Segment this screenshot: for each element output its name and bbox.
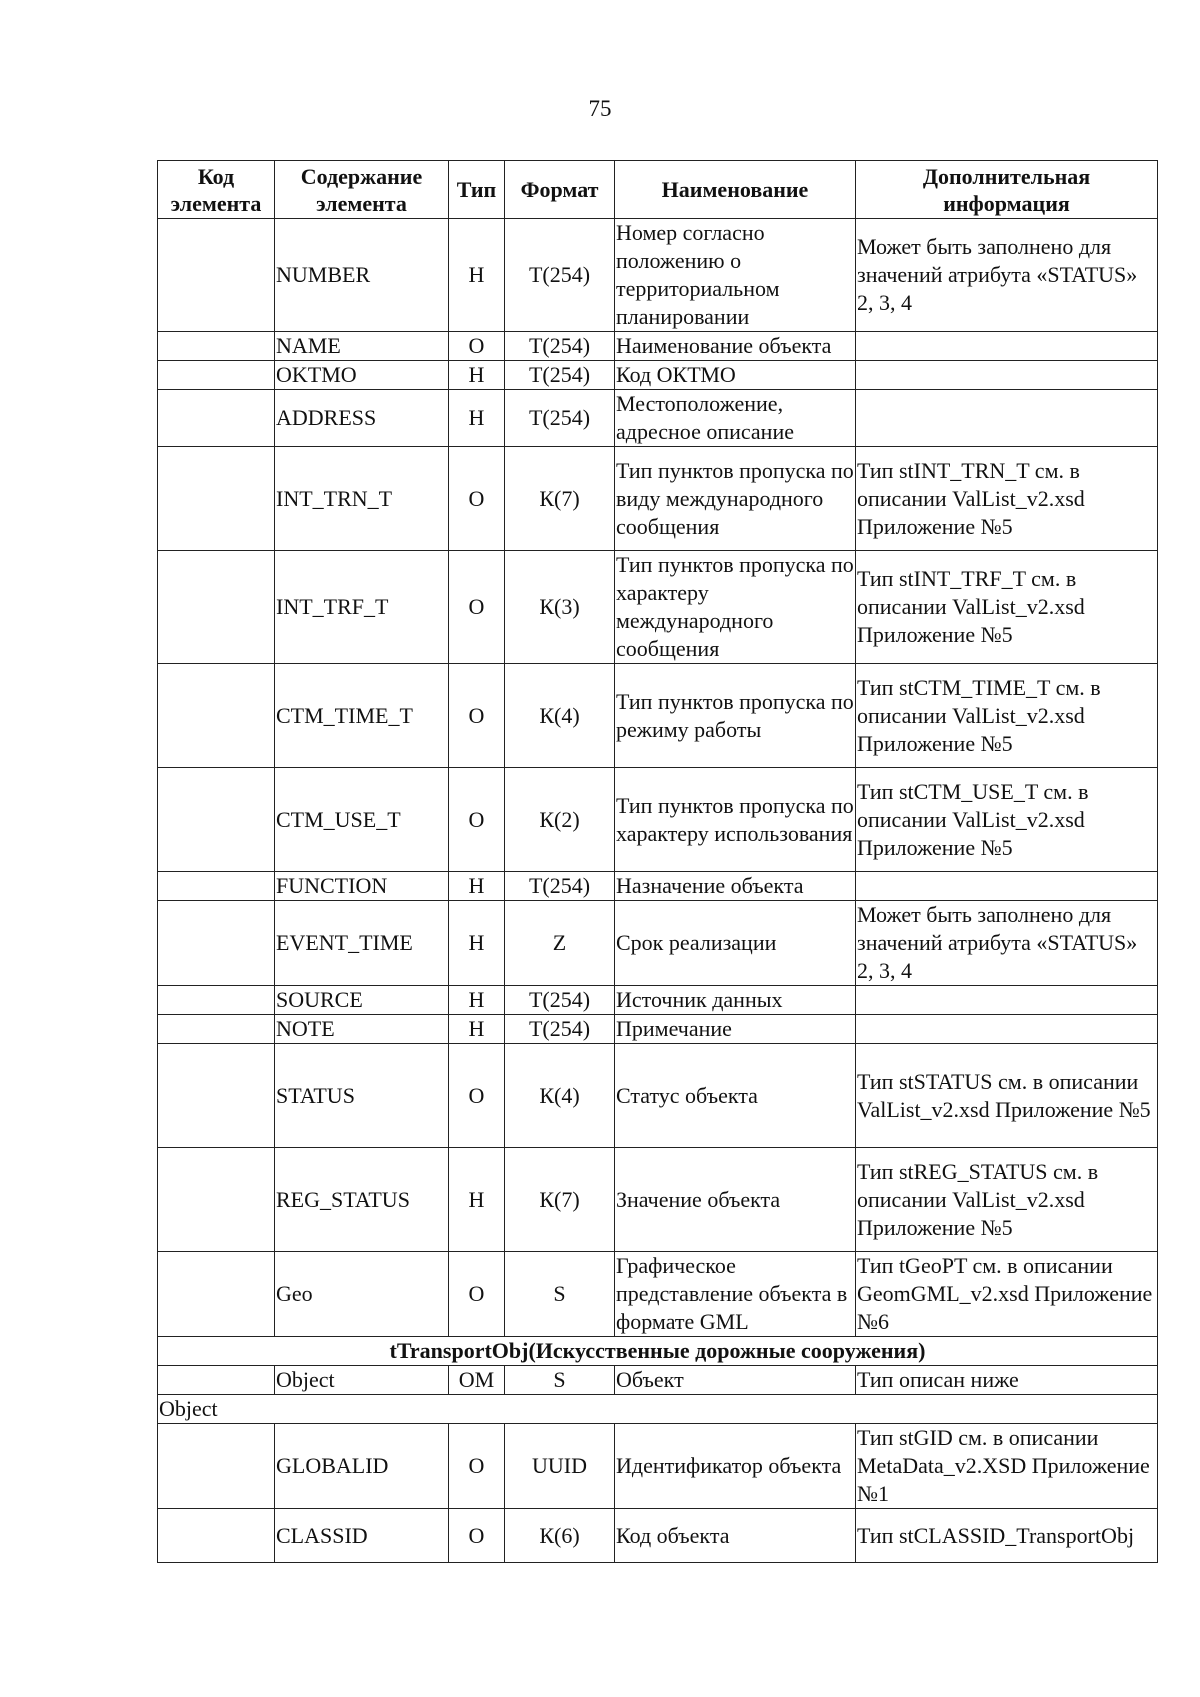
cell-format: Т(254)	[505, 986, 615, 1015]
section-header-row	[158, 1337, 1158, 1366]
cell-info	[856, 390, 1158, 447]
cell-content: ADDRESS	[275, 390, 449, 447]
cell-format: UUID	[505, 1424, 615, 1509]
cell-type: О	[449, 1044, 505, 1148]
cell-format: Т(254)	[505, 1015, 615, 1044]
cell-code	[158, 872, 275, 901]
cell-code	[158, 1148, 275, 1252]
header-info: Дополнительная информация	[856, 161, 1158, 219]
cell-type: Н	[449, 986, 505, 1015]
cell-code	[158, 219, 275, 332]
cell-format: К(2)	[505, 768, 615, 872]
cell-info: Тип stGID см. в описании MetaData_v2.XSD Приложение №1	[856, 1424, 1158, 1509]
header-content: Содержание элемента	[275, 161, 449, 219]
cell-format: К(4)	[505, 664, 615, 768]
cell-name: Код объекта	[615, 1509, 856, 1563]
table-row	[158, 872, 1158, 901]
table-row	[158, 1252, 1158, 1337]
main-table-body	[158, 219, 1158, 1337]
cell-code	[158, 361, 275, 390]
cell-info: Тип tGeoPT см. в описании GeomGML_v2.xsd Приложение №6	[856, 1252, 1158, 1337]
cell-code	[158, 1424, 275, 1509]
cell-info: Тип stREG_STATUS см. в описании ValList_v2.xsd Приложение №5	[856, 1148, 1158, 1252]
table-row	[158, 986, 1158, 1015]
cell-type: Н	[449, 390, 505, 447]
cell-info: Тип stSTATUS см. в описании ValList_v2.xsd Приложение №5	[856, 1044, 1158, 1148]
cell-content: EVENT_TIME	[275, 901, 449, 986]
cell-code	[158, 1509, 275, 1563]
cell-content: INT_TRF_T	[275, 551, 449, 664]
cell-type: О	[449, 447, 505, 551]
cell-code	[158, 332, 275, 361]
cell-name: Наименование объекта	[615, 332, 856, 361]
table-row	[158, 219, 1158, 332]
cell-content: SOURCE	[275, 986, 449, 1015]
cell-info: Тип stINT_TRF_T см. в описании ValList_v2.xsd Приложение №5	[856, 551, 1158, 664]
cell-content: FUNCTION	[275, 872, 449, 901]
cell-content: Geo	[275, 1252, 449, 1337]
cell-type: О	[449, 768, 505, 872]
table-row	[158, 1366, 1158, 1395]
cell-name: Тип пунктов пропуска по характеру международного сообщения	[615, 551, 856, 664]
cell-format: Т(254)	[505, 872, 615, 901]
cell-info: Может быть заполнено для значений атрибута «STATUS» 2, 3, 4	[856, 219, 1158, 332]
cell-format: S	[505, 1252, 615, 1337]
cell-code	[158, 1252, 275, 1337]
cell-name: Назначение объекта	[615, 872, 856, 901]
cell-type: О	[449, 1252, 505, 1337]
table-row	[158, 1148, 1158, 1252]
cell-info: Тип stCTM_TIME_T см. в описании ValList_v2.xsd Приложение №5	[856, 664, 1158, 768]
cell-content: CLASSID	[275, 1509, 449, 1563]
cell-format: К(7)	[505, 1148, 615, 1252]
cell-format: К(4)	[505, 1044, 615, 1148]
cell-format: Т(254)	[505, 332, 615, 361]
table-row	[158, 390, 1158, 447]
table-row	[158, 361, 1158, 390]
cell-content: NUMBER	[275, 219, 449, 332]
cell-code	[158, 551, 275, 664]
cell-content: NAME	[275, 332, 449, 361]
header-format: Формат	[505, 161, 615, 219]
cell-name: Графическое представление объекта в формате GML	[615, 1252, 856, 1337]
sub-label-body	[158, 1395, 1158, 1424]
table-row	[158, 1015, 1158, 1044]
cell-code	[158, 447, 275, 551]
table-row	[158, 664, 1158, 768]
table-row	[158, 1044, 1158, 1148]
cell-type: О	[449, 332, 505, 361]
cell-code	[158, 768, 275, 872]
cell-code	[158, 1044, 275, 1148]
cell-type: ОМ	[449, 1366, 505, 1395]
cell-type: О	[449, 1424, 505, 1509]
table-header-row	[158, 161, 1158, 219]
table-row	[158, 332, 1158, 361]
table-row	[158, 768, 1158, 872]
cell-content: INT_TRN_T	[275, 447, 449, 551]
sub-label: Object	[158, 1395, 1158, 1424]
object-rows	[158, 1424, 1158, 1563]
cell-format: S	[505, 1366, 615, 1395]
cell-type: О	[449, 1509, 505, 1563]
cell-code	[158, 901, 275, 986]
sub-label-row	[158, 1395, 1158, 1424]
table-row	[158, 447, 1158, 551]
page-number: 75	[588, 96, 612, 121]
cell-code	[158, 1366, 275, 1395]
cell-content: NOTE	[275, 1015, 449, 1044]
cell-content: REG_STATUS	[275, 1148, 449, 1252]
header-type: Тип	[449, 161, 505, 219]
section-body	[158, 1337, 1158, 1366]
cell-content: OKTMO	[275, 361, 449, 390]
cell-format: Т(254)	[505, 390, 615, 447]
cell-content: Object	[275, 1366, 449, 1395]
table-row	[158, 1424, 1158, 1509]
cell-content: CTM_TIME_T	[275, 664, 449, 768]
cell-content: GLOBALID	[275, 1424, 449, 1509]
cell-type: Н	[449, 901, 505, 986]
cell-type: Н	[449, 1148, 505, 1252]
cell-name: Тип пунктов пропуска по виду международного сообщения	[615, 447, 856, 551]
cell-name: Значение объекта	[615, 1148, 856, 1252]
cell-info	[856, 986, 1158, 1015]
cell-name: Идентификатор объекта	[615, 1424, 856, 1509]
section-rows	[158, 1366, 1158, 1395]
cell-type: Н	[449, 1015, 505, 1044]
cell-content: CTM_USE_T	[275, 768, 449, 872]
cell-info: Тип описан ниже	[856, 1366, 1158, 1395]
cell-name: Статус объекта	[615, 1044, 856, 1148]
section-title: tTransportObj(Искусственные дорожные сооружения)	[158, 1337, 1158, 1366]
header-code: Код элемента	[158, 161, 275, 219]
cell-format: К(7)	[505, 447, 615, 551]
cell-code	[158, 986, 275, 1015]
cell-format: Т(254)	[505, 361, 615, 390]
cell-name: Тип пунктов пропуска по характеру использования	[615, 768, 856, 872]
cell-type: Н	[449, 219, 505, 332]
cell-info	[856, 872, 1158, 901]
cell-info	[856, 1015, 1158, 1044]
header-name: Наименование	[615, 161, 856, 219]
cell-info: Тип stCLASSID_TransportObj	[856, 1509, 1158, 1563]
cell-format: Z	[505, 901, 615, 986]
cell-type: О	[449, 664, 505, 768]
cell-name: Код ОКТМО	[615, 361, 856, 390]
cell-code	[158, 390, 275, 447]
cell-content: STATUS	[275, 1044, 449, 1148]
cell-name: Срок реализации	[615, 901, 856, 986]
cell-type: Н	[449, 361, 505, 390]
cell-name: Местоположение, адресное описание	[615, 390, 856, 447]
cell-code	[158, 664, 275, 768]
cell-info	[856, 332, 1158, 361]
cell-info: Может быть заполнено для значений атрибута «STATUS» 2, 3, 4	[856, 901, 1158, 986]
table-row	[158, 551, 1158, 664]
cell-format: Т(254)	[505, 219, 615, 332]
attribute-table	[157, 160, 1158, 1563]
cell-name: Номер согласно положению о территориальном планировании	[615, 219, 856, 332]
cell-type: Н	[449, 872, 505, 901]
cell-name: Примечание	[615, 1015, 856, 1044]
cell-info: Тип stCTM_USE_T см. в описании ValList_v2.xsd Приложение №5	[856, 768, 1158, 872]
cell-name: Источник данных	[615, 986, 856, 1015]
cell-name: Объект	[615, 1366, 856, 1395]
table-row	[158, 1509, 1158, 1563]
cell-type: О	[449, 551, 505, 664]
cell-info: Тип stINT_TRN_T см. в описании ValList_v2.xsd Приложение №5	[856, 447, 1158, 551]
cell-info	[856, 361, 1158, 390]
table-row	[158, 901, 1158, 986]
cell-format: К(3)	[505, 551, 615, 664]
cell-name: Тип пунктов пропуска по режиму работы	[615, 664, 856, 768]
cell-format: К(6)	[505, 1509, 615, 1563]
cell-code	[158, 1015, 275, 1044]
